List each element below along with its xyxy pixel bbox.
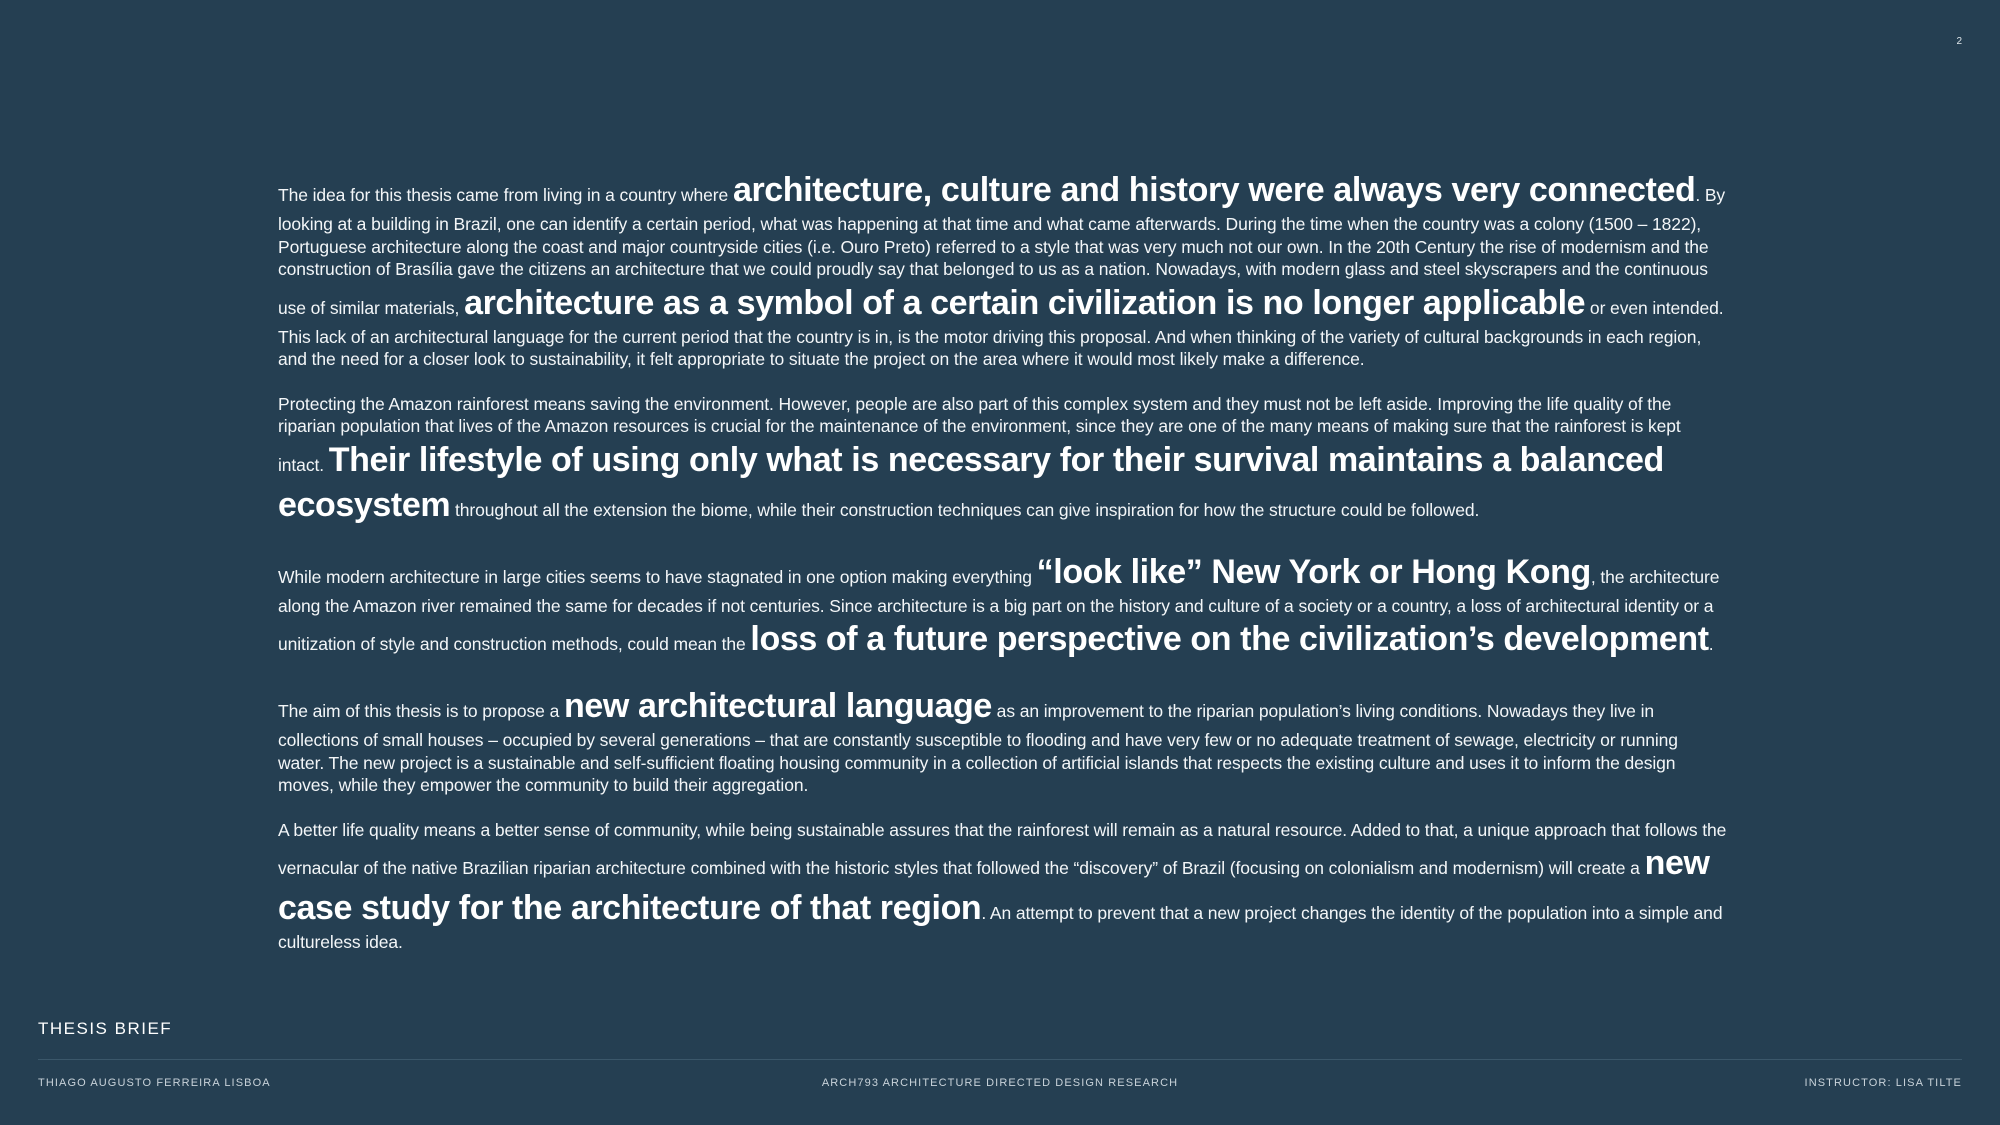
paragraph-text: .	[1708, 634, 1714, 654]
paragraph-text: . An attempt to prevent that a new project changes the identity of the population into a simple and cultureless idea.	[278, 903, 1723, 952]
brief-paragraph-1	[278, 168, 1728, 371]
brief-paragraph-4	[278, 684, 1728, 797]
paragraph-text: The aim of this thesis is to propose a	[278, 701, 564, 721]
paragraph-text: throughout all the extension the biome, while their construction techniques can give inspiration for how the structure could be followed.	[450, 499, 1480, 520]
highlight-statement: new architectural language	[563, 687, 992, 725]
paragraph-text: Protecting the Amazon rainforest means saving the environment. However, people are also part of this complex system and they must not be left aside. Improving the life quality of the riparian population that lives of the Amazon resources is crucial for the maintenance of the environment, since they are one of the many means of making sure that the rainforest is kept intact.	[278, 393, 1681, 475]
highlight-statement: architecture, culture and history were always very connected	[732, 171, 1696, 209]
thesis-brief-body	[278, 168, 1728, 976]
paragraph-text: or even intended. This lack of an architectural language for the current period that the country is in, is the motor driving this proposal. And when thinking of the variety of cultural backgrounds in each region, and the need for a closer look to sustainability, it felt appropriate to situate the project on the area where it would most likely make a difference.	[278, 297, 1724, 369]
paragraph-text: , the architecture along the Amazon river remained the same for decades if not centuries. Since architecture is a big part on the history and culture of a society or a country, a loss of architectural identity or a unitization of style and construction methods, could mean the	[278, 566, 1720, 654]
paragraph-text: The idea for this thesis came from living in a country where	[278, 185, 733, 205]
footer-course: ARCH793 ARCHITECTURE DIRECTED DESIGN RESEARCH	[821, 1077, 1179, 1089]
brief-paragraph-5	[278, 819, 1728, 954]
brief-paragraph-3	[278, 550, 1728, 663]
highlight-statement: loss of a future perspective on the civilization’s development	[750, 620, 1709, 658]
paragraph-text: While modern architecture in large cities seems to have stagnated in one option making everything	[278, 566, 1037, 587]
section-label: THESIS BRIEF	[38, 1019, 173, 1038]
footer-instructor: INSTRUCTOR: LISA TILTE	[1804, 1077, 1962, 1089]
paragraph-text: . By looking at a building in Brazil, one can identify a certain period, what was happening at that time and what came afterwards. During the time when the country was a colony (1500 – 1822), Portuguese architecture along the coast and major countryside cities (i.e. Ouro Preto) referred to a style that was very much not our own. In the 20th Century the rise of modernism and the construction of Brasília gave the citizens an architecture that we could proudly say that belonged to us as a nation. Nowadays, with modern glass and steel skyscrapers and the continuous use of similar materials,	[278, 185, 1726, 318]
footer-divider	[38, 1059, 1962, 1060]
paragraph-text: as an improvement to the riparian population’s living conditions. Nowadays they live in collections of small houses – occupied by several generations – that are constantly susceptible to flooding and have very few or no adequate treatment of sewage, electricity or running water. The new project is a sustainable and self-sufficient floating housing community in a collection of artificial islands that respects the existing culture and uses it to inform the design moves, while they empower the community to build their aggregation.	[278, 701, 1678, 795]
paragraph-text: A better life quality means a better sense of community, while being sustainable assures that the rainforest will remain as a natural resource. Added to that, a unique approach that follows the vernacular of the native Brazilian riparian architecture combined with the historic styles that followed the “discovery” of Brazil (focusing on colonialism and modernism) will create a	[278, 819, 1727, 878]
highlight-statement: architecture as a symbol of a certain civilization is no longer applicable	[464, 283, 1586, 322]
highlight-statement: new case study for the architecture of that region	[278, 844, 1710, 927]
page-number: 2	[1956, 36, 1962, 47]
highlight-statement: “look like” New York or Hong Kong	[1036, 552, 1591, 591]
highlight-statement: Their lifestyle of using only what is necessary for their survival maintains a balanced ecosystem	[278, 440, 1664, 524]
brief-paragraph-2	[278, 393, 1728, 528]
footer-author: THIAGO AUGUSTO FERREIRA LISBOA	[38, 1077, 271, 1089]
